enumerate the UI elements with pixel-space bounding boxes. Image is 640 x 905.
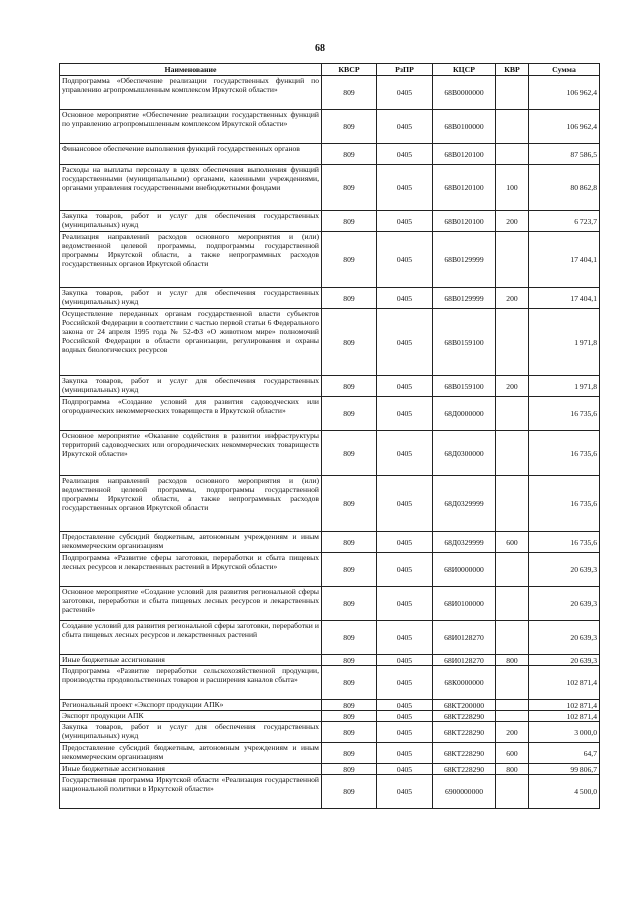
table-row [60,110,600,144]
row-kvr [496,711,529,722]
row-sum: 6 723,7 [529,211,600,232]
row-sum: 102 871,4 [529,700,600,711]
row-name: Закупка товаров, работ и услуг для обеспечения государственных (муниципальных) нужд [60,722,322,743]
row-rzpr: 0405 [377,232,433,288]
row-sum: 3 000,0 [529,722,600,743]
table-row [60,376,600,397]
row-kcsr: 68И0128270 [433,621,496,655]
table-row [60,476,600,532]
row-sum: 1 971,8 [529,376,600,397]
row-kvsr: 809 [322,532,377,553]
row-sum: 16 735,6 [529,476,600,532]
table-row [60,431,600,476]
header-kcsr: КЦСР [433,64,496,76]
row-sum: 20 639,3 [529,655,600,666]
table-row [60,397,600,431]
table-row [60,309,600,376]
row-kvr [496,553,529,587]
header-rzpr: РзПР [377,64,433,76]
row-rzpr: 0405 [377,722,433,743]
row-kvr [496,144,529,165]
row-kcsr: 68Д0329999 [433,476,496,532]
row-kvr [496,76,529,110]
row-rzpr: 0405 [377,211,433,232]
row-name: Расходы на выплаты персоналу в целях обеспечения выполнения функций государственными (муниципальными) органами, казенными учреждениями, органами управления государственными внебюджетными фондами [60,165,322,211]
row-kcsr: 68Д0329999 [433,532,496,553]
row-kvr [496,666,529,700]
budget-table [59,63,600,809]
table-row [60,76,600,110]
header-sum: Сумма [529,64,600,76]
row-sum: 20 639,3 [529,621,600,655]
row-name: Создание условий для развития региональной сферы заготовки, переработки и сбыта пищевых лесных ресурсов и лекарственных растений [60,621,322,655]
row-name: Региональный проект «Экспорт продукции АПК» [60,700,322,711]
row-kcsr: 68В0120100 [433,144,496,165]
row-kcsr: 68КТ228290 [433,743,496,764]
row-rzpr: 0405 [377,775,433,809]
row-rzpr: 0405 [377,476,433,532]
row-kvr: 100 [496,165,529,211]
row-name: Государственная программа Иркутской области «Реализация государственной национальной политики в Иркутской области» [60,775,322,809]
row-kcsr: 68Д0300000 [433,431,496,476]
row-sum: 20 639,3 [529,553,600,587]
row-kvsr: 809 [322,232,377,288]
row-rzpr: 0405 [377,376,433,397]
row-name: Основное мероприятие «Обеспечение реализации государственных функций по управлению агропромышленным комплексом Иркутской области» [60,110,322,144]
row-kvr: 200 [496,211,529,232]
row-kcsr: 68КТ228290 [433,711,496,722]
row-kvr: 600 [496,532,529,553]
row-kvsr: 809 [322,587,377,621]
table-row [60,775,600,809]
table-row [60,655,600,666]
row-sum: 16 735,6 [529,431,600,476]
row-kvsr: 809 [322,711,377,722]
row-kvsr: 809 [322,476,377,532]
row-sum: 106 962,4 [529,76,600,110]
row-kcsr: 68В0159100 [433,376,496,397]
row-kvsr: 809 [322,76,377,110]
table-row [60,288,600,309]
row-name: Экспорт продукции АПК [60,711,322,722]
row-rzpr: 0405 [377,431,433,476]
row-rzpr: 0405 [377,743,433,764]
row-name: Основное мероприятие «Создание условий для развития региональной сферы заготовки, переработки и сбыта пищевых лесных ресурсов и лекарственных растений» [60,587,322,621]
row-sum: 102 871,4 [529,666,600,700]
row-name: Реализация направлений расходов основного мероприятия и (или) ведомственной целевой программы, подпрограммы государственной программы Иркутской области, а также непрограммных расходов государственных органов Иркутской области [60,476,322,532]
row-kvr [496,232,529,288]
row-kvr [496,476,529,532]
row-name: Основное мероприятие «Оказание содействия в развитии инфраструктуры территорий садоводческих или огороднических некоммерческих товариществ Иркутской области» [60,431,322,476]
row-rzpr: 0405 [377,397,433,431]
row-kvsr: 809 [322,431,377,476]
row-kvsr: 809 [322,655,377,666]
row-rzpr: 0405 [377,144,433,165]
table-row [60,666,600,700]
row-rzpr: 0405 [377,309,433,376]
row-kcsr: 68Д0000000 [433,397,496,431]
row-kvsr: 809 [322,764,377,775]
row-sum: 16 735,6 [529,397,600,431]
row-sum: 20 639,3 [529,587,600,621]
row-kcsr: 68КТ228290 [433,764,496,775]
table-row [60,700,600,711]
row-kcsr: 68В0129999 [433,288,496,309]
row-kvr [496,397,529,431]
row-sum: 64,7 [529,743,600,764]
row-name: Осуществление переданных органам государственной власти субъектов Российской Федерации в соответствии с частью первой статьи 6 Федерального закона от 24 апреля 1995 года № 52-ФЗ «О животном мире» полномочий Российской Федерации в области организации, регулирования и охраны водных биологических ресурсов [60,309,322,376]
row-sum: 17 404,1 [529,232,600,288]
row-kvsr: 809 [322,165,377,211]
row-name: Подпрограмма «Создание условий для развития садоводческих или огороднических некоммерческих товариществ в Иркутской области» [60,397,322,431]
row-kvsr: 809 [322,666,377,700]
row-kcsr: 68В0000000 [433,76,496,110]
row-name: Финансовое обеспечение выполнения функций государственных органов [60,144,322,165]
row-rzpr: 0405 [377,288,433,309]
row-kvsr: 809 [322,621,377,655]
header-kvsr: КВСР [322,64,377,76]
row-name: Подпрограмма «Развитие переработки сельскохозяйственной продукции, производства продовольственных товаров и расширения каналов сбыта» [60,666,322,700]
row-sum: 17 404,1 [529,288,600,309]
row-kvr: 200 [496,376,529,397]
row-sum: 102 871,4 [529,711,600,722]
row-name: Реализация направлений расходов основного мероприятия и (или) ведомственной целевой программы, подпрограммы государственной программы Иркутской области, а также непрограммных расходов государственных органов Иркутской области [60,232,322,288]
row-sum: 1 971,8 [529,309,600,376]
page-number: 68 [315,43,325,54]
table-row [60,764,600,775]
row-kcsr: 68В0100000 [433,110,496,144]
row-rzpr: 0405 [377,553,433,587]
row-name: Иные бюджетные ассигнования [60,764,322,775]
row-kvsr: 809 [322,722,377,743]
row-sum: 16 735,6 [529,532,600,553]
table-row [60,722,600,743]
row-kvr: 200 [496,722,529,743]
row-kvr: 800 [496,764,529,775]
row-kvr [496,587,529,621]
row-kcsr: 68В0120100 [433,165,496,211]
row-name: Закупка товаров, работ и услуг для обеспечения государственных (муниципальных) нужд [60,376,322,397]
row-rzpr: 0405 [377,76,433,110]
row-kvsr: 809 [322,110,377,144]
row-kcsr: 68И0128270 [433,655,496,666]
row-sum: 106 962,4 [529,110,600,144]
header-kvr: КВР [496,64,529,76]
row-name: Предоставление субсидий бюджетным, автономным учреждениям и иным некоммерческим организациям [60,532,322,553]
row-kvsr: 809 [322,309,377,376]
row-rzpr: 0405 [377,587,433,621]
row-kcsr: 68КТ200000 [433,700,496,711]
row-kvr [496,621,529,655]
table-row [60,587,600,621]
row-kvr [496,700,529,711]
row-kvsr: 809 [322,700,377,711]
row-kcsr: 6900000000 [433,775,496,809]
row-name: Закупка товаров, работ и услуг для обеспечения государственных (муниципальных) нужд [60,288,322,309]
header-name: Наименование [60,64,322,76]
table-row [60,553,600,587]
row-kvr [496,775,529,809]
row-kvsr: 809 [322,743,377,764]
row-sum: 4 500,0 [529,775,600,809]
table-row [60,144,600,165]
row-sum: 99 806,7 [529,764,600,775]
row-kvsr: 809 [322,376,377,397]
row-sum: 80 862,8 [529,165,600,211]
row-kcsr: 68КТ228290 [433,722,496,743]
row-name: Подпрограмма «Развитие сферы заготовки, переработки и сбыта пищевых лесных ресурсов и лекарственных растений в Иркутской области» [60,553,322,587]
row-kvr [496,110,529,144]
table-row [60,621,600,655]
row-rzpr: 0405 [377,165,433,211]
row-kvsr: 809 [322,775,377,809]
row-name: Предоставление субсидий бюджетным, автономным учреждениям и иным некоммерческим организациям [60,743,322,764]
row-kcsr: 68К0000000 [433,666,496,700]
row-kcsr: 68В0129999 [433,232,496,288]
row-rzpr: 0405 [377,711,433,722]
row-kcsr: 68В0120100 [433,211,496,232]
row-kvr [496,431,529,476]
row-kcsr: 68И0000000 [433,553,496,587]
row-rzpr: 0405 [377,621,433,655]
row-kvr: 600 [496,743,529,764]
row-kcsr: 68В0159100 [433,309,496,376]
row-rzpr: 0405 [377,532,433,553]
row-rzpr: 0405 [377,700,433,711]
table-row [60,211,600,232]
row-rzpr: 0405 [377,666,433,700]
row-kvr: 800 [496,655,529,666]
row-rzpr: 0405 [377,764,433,775]
table-row [60,743,600,764]
row-kvsr: 809 [322,288,377,309]
table-row [60,165,600,211]
row-rzpr: 0405 [377,655,433,666]
row-sum: 87 586,5 [529,144,600,165]
row-kvsr: 809 [322,553,377,587]
row-kvsr: 809 [322,397,377,431]
row-name: Иные бюджетные ассигнования [60,655,322,666]
row-kvr [496,309,529,376]
table-row [60,711,600,722]
row-kvr: 200 [496,288,529,309]
row-kcsr: 68И0100000 [433,587,496,621]
table-row [60,532,600,553]
row-kvsr: 809 [322,211,377,232]
table-row [60,232,600,288]
row-rzpr: 0405 [377,110,433,144]
row-name: Закупка товаров, работ и услуг для обеспечения государственных (муниципальных) нужд [60,211,322,232]
row-name: Подпрограмма «Обеспечение реализации государственных функций по управлению агропромышленным комплексом Иркутской области» [60,76,322,110]
row-kvsr: 809 [322,144,377,165]
table-header-row [60,64,600,76]
